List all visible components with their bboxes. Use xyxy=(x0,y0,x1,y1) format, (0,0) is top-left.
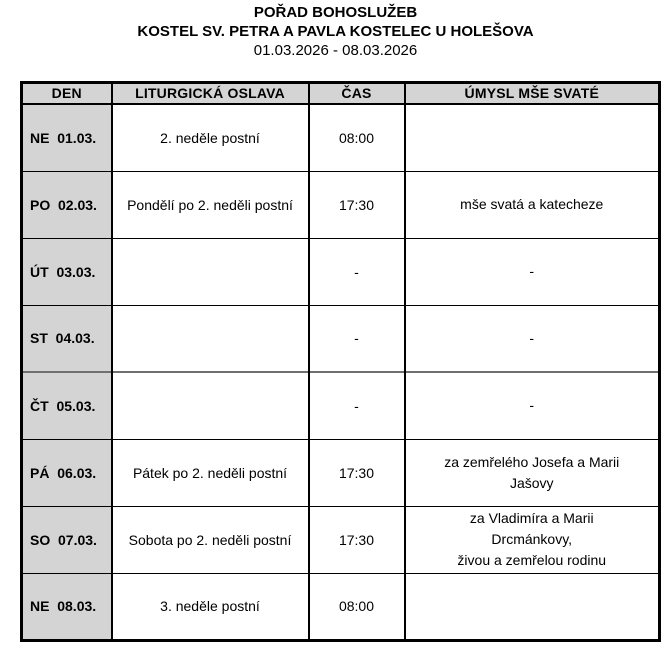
intention-line: - xyxy=(529,329,535,346)
intention-cell xyxy=(405,104,660,171)
table-row xyxy=(22,506,660,573)
day-cell: PO 02.03. xyxy=(22,171,112,238)
celebration-cell xyxy=(112,305,309,372)
church-name: KOSTEL SV. PETRA A PAVLA KOSTELEC U HOLEŠOVA xyxy=(137,23,534,40)
celebration-cell xyxy=(112,372,309,439)
intention-line: živou a zemřelou rodinu xyxy=(457,552,607,568)
intention-cell xyxy=(405,305,660,372)
header-den: DEN xyxy=(22,83,112,105)
table-header-row xyxy=(22,83,660,105)
time-cell: - xyxy=(309,305,405,372)
time-cell: 08:00 xyxy=(309,104,405,171)
day-cell: PÁ 06.03. xyxy=(22,439,112,506)
day-cell: SO 07.03. xyxy=(22,506,112,573)
schedule-table xyxy=(20,81,661,642)
document-title: POŘAD BOHOSLUŽEB xyxy=(253,4,418,21)
celebration-cell: Pondělí po 2. neděli postní xyxy=(112,171,309,238)
header-liturgicka-oslava: LITURGICKÁ OSLAVA xyxy=(112,83,309,105)
day-cell: ÚT 03.03. xyxy=(22,238,112,305)
time-cell: 17:30 xyxy=(309,439,405,506)
table-row xyxy=(22,439,660,506)
day-cell: ST 04.03. xyxy=(22,305,112,372)
celebration-cell: 2. neděle postní xyxy=(112,104,309,171)
day-cell: NE 01.03. xyxy=(22,104,112,171)
intention-cell xyxy=(405,439,660,506)
day-cell: ČT 05.03. xyxy=(22,372,112,439)
table-row xyxy=(22,305,660,372)
intention-line: za Vladimíra a Marii Drcmánkovy, xyxy=(469,510,594,547)
celebration-cell: Sobota po 2. neděli postní xyxy=(112,506,309,573)
table-row xyxy=(22,372,660,439)
intention-cell xyxy=(405,372,660,439)
intention-line: mše svatá a katecheze xyxy=(460,196,604,212)
header-umysl-mse-svate: ÚMYSL MŠE SVATÉ xyxy=(405,83,660,105)
intention-cell xyxy=(405,573,660,640)
time-cell: 17:30 xyxy=(309,171,405,238)
intention-cell xyxy=(405,506,660,573)
intention-line: - xyxy=(529,397,535,414)
intention-line: - xyxy=(529,263,535,279)
celebration-cell: Pátek po 2. neděli postní xyxy=(112,439,309,506)
time-cell: - xyxy=(309,238,405,305)
celebration-cell: 3. neděle postní xyxy=(112,573,309,640)
intention-cell xyxy=(405,171,660,238)
table-row xyxy=(22,171,660,238)
document-header xyxy=(0,3,671,60)
table-row xyxy=(22,573,660,640)
time-cell: - xyxy=(309,372,405,439)
time-cell: 17:30 xyxy=(309,506,405,573)
day-cell: NE 08.03. xyxy=(22,573,112,640)
header-cas: ČAS xyxy=(309,83,405,105)
intention-line: za zemřelého Josefa a Marii xyxy=(444,453,620,470)
table-row xyxy=(22,238,660,305)
celebration-cell xyxy=(112,238,309,305)
table-row xyxy=(22,104,660,171)
intention-cell xyxy=(405,238,660,305)
date-range: 01.03.2026 - 08.03.2026 xyxy=(253,42,418,59)
time-cell: 08:00 xyxy=(309,573,405,640)
intention-line: Jašovy xyxy=(509,474,554,491)
